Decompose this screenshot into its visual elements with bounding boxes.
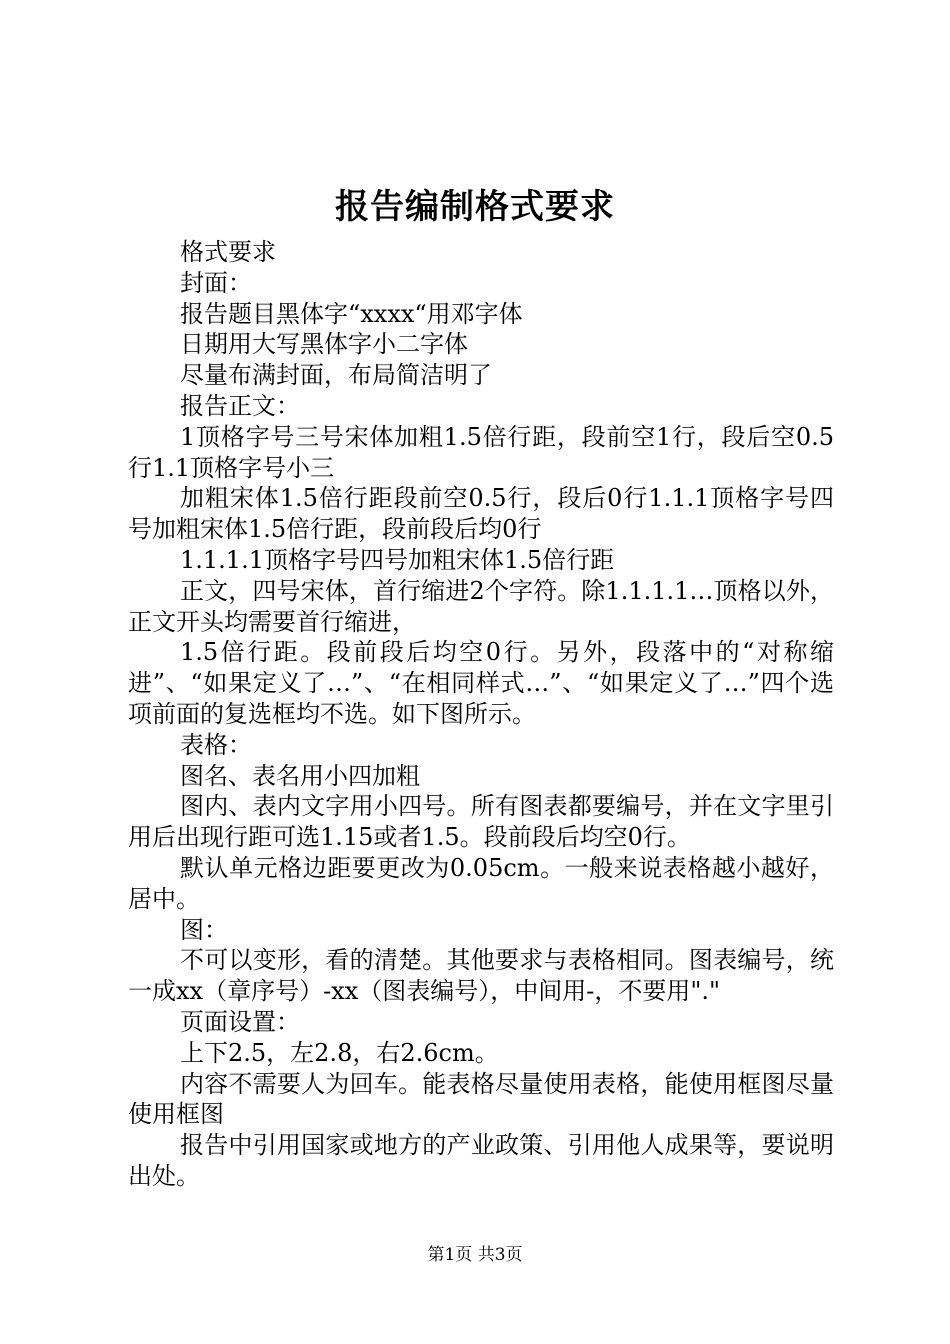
paragraph: 图： xyxy=(180,915,228,944)
paragraph: 1顶格字号三号宋体加粗1.5倍行距，段前空1行，段后空0.5行1.1顶格字号小三 xyxy=(128,422,834,482)
paragraph: 不可以变形，看的清楚。其他要求与表格相同。图表编号，统一成xx（章序号）-xx（图表编号），中间用-，不要用"." xyxy=(128,946,834,1006)
document-body xyxy=(128,237,834,1192)
page-number: 第1页 xyxy=(427,1245,473,1265)
paragraph: 格式要求 xyxy=(180,238,276,266)
paragraph: 封面： xyxy=(180,268,252,297)
page-total: 共3页 xyxy=(477,1245,523,1265)
paragraph: 上下2.5，左2.8，右2.6cm。 xyxy=(180,1038,499,1067)
paragraph: 日期用大写黑体字小二字体 xyxy=(180,330,468,359)
paragraph: 1.5倍行距。段前段后均空0行。另外，段落中的“对称缩进”、“如果定义了…”、“在相同样式…”、“如果定义了…”四个选项前面的复选框均不选。如下图所示。 xyxy=(128,638,834,728)
paragraph: 报告正文： xyxy=(180,391,300,420)
paragraph: 加粗宋体1.5倍行距段前空0.5行，段后0行1.1.1顶格字号四号加粗宋体1.5倍行距，段前段后均0行 xyxy=(128,484,834,544)
document-title: 报告编制格式要求 xyxy=(335,187,615,227)
paragraph: 图内、表内文字用小四号。所有图表都要编号，并在文字里引用后出现行距可选1.15或者1.5。段前段后均空0行。 xyxy=(128,792,834,852)
paragraph: 正文，四号宋体，首行缩进2个字符。除1.1.1.1…顶格以外，正文开头均需要首行缩进， xyxy=(128,576,834,636)
paragraph: 尽量布满封面，布局简洁明了 xyxy=(180,361,492,390)
paragraph: 表格： xyxy=(180,730,252,759)
paragraph: 报告题目黑体字“xxxx“用邓字体 xyxy=(180,299,523,328)
page-footer xyxy=(0,1243,950,1267)
paragraph: 页面设置： xyxy=(180,1007,300,1036)
paragraph: 内容不需要人为回车。能表格尽量使用表格，能使用框图尽量使用框图 xyxy=(128,1069,834,1129)
paragraph: 报告中引用国家或地方的产业政策、引用他人成果等，要说明出处。 xyxy=(128,1131,834,1190)
paragraph: 默认单元格边距要更改为0.05cm。一般来说表格越小越好，居中。 xyxy=(128,853,834,913)
paragraph: 1.1.1.1顶格字号四号加粗宋体1.5倍行距 xyxy=(180,545,615,574)
paragraph: 图名、表名用小四加粗 xyxy=(180,761,420,790)
